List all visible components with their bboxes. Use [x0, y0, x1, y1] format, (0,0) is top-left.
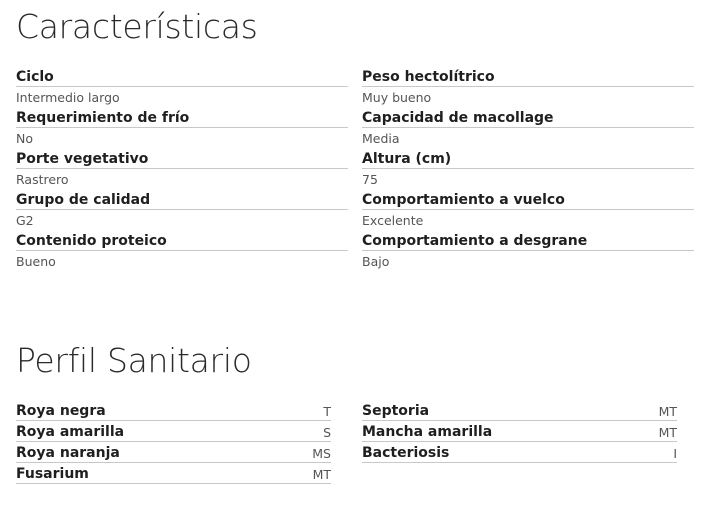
feature-label: Comportamiento a vuelco: [362, 191, 694, 210]
feature-item: [16, 191, 348, 232]
caracteristicas-title: Características: [16, 7, 258, 46]
feature-value: Bueno: [16, 254, 56, 269]
disease-row: [362, 400, 677, 421]
disease-name: Roya amarilla: [16, 424, 125, 440]
feature-value: G2: [16, 213, 34, 228]
perfil-sanitario-left-column: [16, 400, 331, 484]
feature-item: [362, 109, 694, 150]
feature-value: Rastrero: [16, 172, 69, 187]
disease-rating: I: [673, 446, 677, 461]
disease-name: Roya naranja: [16, 445, 120, 461]
disease-rating: MT: [658, 425, 677, 440]
feature-value: Intermedio largo: [16, 90, 120, 105]
caracteristicas-left-column: [16, 68, 348, 273]
disease-name: Roya negra: [16, 403, 106, 419]
caracteristicas-right-column: [362, 68, 694, 273]
feature-item: [362, 150, 694, 191]
feature-label: Requerimiento de frío: [16, 109, 348, 128]
disease-row: [16, 463, 331, 484]
feature-item: [16, 109, 348, 150]
feature-item: [362, 191, 694, 232]
feature-value: Excelente: [362, 213, 424, 228]
feature-value: Media: [362, 131, 400, 146]
feature-item: [362, 232, 694, 273]
feature-value: Bajo: [362, 254, 390, 269]
disease-rating: MT: [312, 467, 331, 482]
feature-label: Peso hectolítrico: [362, 68, 694, 87]
disease-row: [16, 421, 331, 442]
disease-row: [16, 442, 331, 463]
feature-label: Porte vegetativo: [16, 150, 348, 169]
disease-rating: T: [323, 404, 331, 419]
feature-value: No: [16, 131, 33, 146]
feature-value: Muy bueno: [362, 90, 432, 105]
disease-row: [362, 421, 677, 442]
disease-row: [16, 400, 331, 421]
perfil-sanitario-right-column: [362, 400, 677, 463]
feature-label: Grupo de calidad: [16, 191, 348, 210]
feature-label: Capacidad de macollage: [362, 109, 694, 128]
perfil-sanitario-title: Perfil Sanitario: [16, 341, 252, 380]
feature-label: Ciclo: [16, 68, 348, 87]
disease-rating: S: [323, 425, 331, 440]
disease-name: Mancha amarilla: [362, 424, 493, 440]
disease-name: Bacteriosis: [362, 445, 450, 461]
disease-rating: MT: [658, 404, 677, 419]
disease-name: Septoria: [362, 403, 430, 419]
feature-item: [16, 68, 348, 109]
feature-label: Altura (cm): [362, 150, 694, 169]
feature-label: Contenido proteico: [16, 232, 348, 251]
disease-row: [362, 442, 677, 463]
disease-rating: MS: [312, 446, 331, 461]
feature-item: [16, 232, 348, 273]
feature-item: [16, 150, 348, 191]
feature-item: [362, 68, 694, 109]
feature-label: Comportamiento a desgrane: [362, 232, 694, 251]
disease-name: Fusarium: [16, 466, 89, 482]
feature-value: 75: [362, 172, 378, 187]
